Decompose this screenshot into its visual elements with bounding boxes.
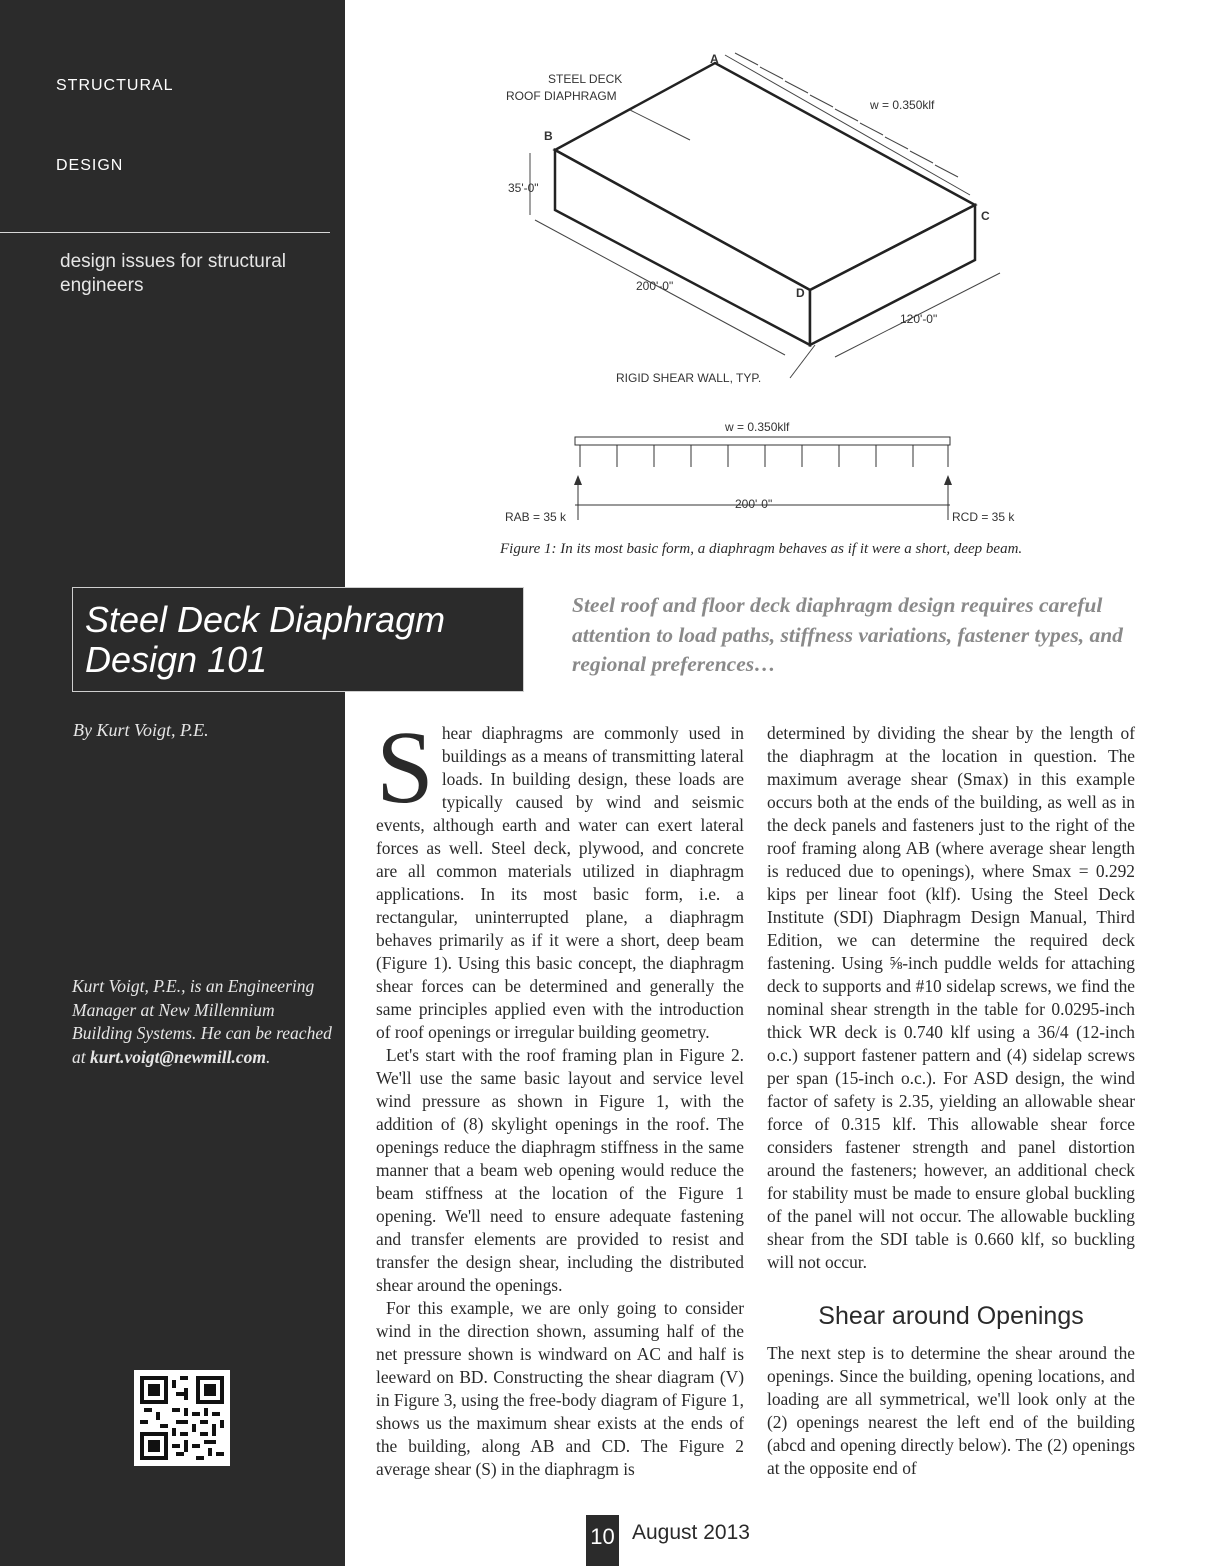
author-bio-period: .	[265, 1046, 271, 1067]
section-divider	[0, 232, 330, 233]
article-title-box	[72, 587, 524, 692]
label-beam-span: 200'-0"	[735, 497, 773, 511]
label-d: D	[796, 286, 805, 300]
label-load: w = 0.350klf	[870, 98, 935, 112]
label-roof-diaphragm: ROOF DIAPHRAGM	[506, 89, 617, 103]
article-title: Steel Deck Diaphragm Design 101	[85, 599, 446, 680]
section-title-line2: DESIGN	[56, 157, 124, 174]
paragraph-3: For this example, we are only going to consider wind in the direction shown, assuming half of the net pressure shown is windward on AC and half is leeward on BD. Constructing the shear diagram (V) in Figure 3, using the free-body diagram of Figure 1, shows us the maximum shear exists at the ends of the building, along AB and CD. The Figure 2 average shear (S) in the diaphragm is	[376, 1298, 744, 1479]
label-b: B	[544, 129, 553, 143]
beam-load-bar	[575, 437, 950, 445]
reaction-arrow-right	[944, 475, 952, 485]
page-number: 10	[586, 1515, 619, 1566]
section-tagline: design issues for structural engineers	[60, 251, 286, 296]
label-reaction-cd: RCD = 35 k	[952, 510, 1015, 524]
label-beam-load: w = 0.350klf	[725, 420, 790, 434]
label-c: C	[981, 209, 990, 223]
body-column-2	[767, 722, 1135, 1480]
section-title	[56, 78, 174, 238]
issue-date: August 2013	[632, 1521, 750, 1544]
section-title-line1: STRUCTURAL	[56, 77, 174, 94]
byline: By Kurt Voigt, P.E.	[73, 720, 209, 740]
drop-cap: S	[376, 710, 434, 825]
paragraph-2: Let's start with the roof framing plan in Figure 2. We'll use the same basic layout and service level wind pressure as shown in Figure 1, with the addition of (8) skylight openings in the roof. The openings reduce the diaphragm stiffness in the same manner that a beam web opening would reduce the beam stiffness at the location of the Figure 1 opening. We'll need to ensure adequate fastening and transfer elements are provided to resist and transfer the design shear, including the distributed shear around the openings.	[376, 1045, 744, 1295]
section-heading: Shear around Openings	[818, 1302, 1084, 1330]
label-reaction-ab: RAB = 35 k	[505, 510, 567, 524]
figure-1	[490, 45, 1090, 535]
label-length: 200'-0"	[636, 279, 674, 293]
label-width: 120'-0"	[900, 312, 938, 326]
paragraph-1: hear diaphragms are commonly used in buildings as a means of transmitting lateral loads. In building design, these loads are typically caused by wind and seismic events, although earth and water can exert lateral forces as well. Steel deck, plywood, and concrete are all common materials utilized in diaphragm applications. In its most basic form, i.e. a rectangular, uninterrupted plane, a diaphragm behaves primarily as if it were a short, deep beam (Figure 1). Using this basic concept, the diaphragm shear forces can be determined and generally the same principles applied even with the introduction of roof openings or irregular building geometry.	[376, 723, 744, 1042]
author-bio	[72, 975, 332, 1069]
label-shear-wall: RIGID SHEAR WALL, TYP.	[616, 371, 762, 385]
label-steel-deck: STEEL DECK	[548, 72, 623, 86]
author-bio-text: Kurt Voigt, P.E., is an Engineering Manager at New Millennium Building Systems. He can be reached at	[72, 976, 332, 1067]
reaction-arrow-left	[574, 475, 582, 485]
author-email[interactable]: kurt.voigt@newmill.com	[90, 1046, 266, 1067]
label-height: 35'-0"	[508, 181, 539, 195]
paragraph-5: The next step is to determine the shear around the openings. Since the building, opening locations, and loading are all symmetrical, we'll look only at the (2) openings nearest the left end of the building (abcd and opening directly below). The (2) openings at the opposite end of	[767, 1343, 1135, 1478]
qr-code	[134, 1370, 230, 1466]
figure-caption: Figure 1: In its most basic form, a diaphragm behaves as if it were a short, deep beam.	[500, 541, 1023, 557]
article-deck: Steel roof and floor deck diaphragm design requires careful attention to load paths, stiffness variations, fastener types, and regional preferences…	[572, 593, 1123, 676]
paragraph-4: determined by dividing the shear by the length of the diaphragm at the location in question. The maximum average shear (Smax) in this example occurs both at the ends of the building, as well as in the deck panels and fasteners just to the right of the roof framing along AB (where average shear length is reduced due to openings), where Smax = 0.292 kips per linear foot (klf). Using the Steel Deck Institute (SDI) Diaphragm Design Manual, Third Edition, we can determine the required deck fastening. Using ⅝-inch puddle welds for attaching deck to supports and #10 sidelap screws, we find the nominal shear strength in the table for 0.0295-inch thick WR deck is 0.740 klf using a 36/4 (12-inch o.c.) support fastener pattern and (4) sidelap screws per span (15-inch o.c.). For ASD design, the wind factor of safety is 2.35, yielding an allowable shear force of 0.315 klf. This allowable shear force considers fastener strength and panel distortion around the fasteners; however, an additional check for stability must be made to ensure global buckling of the panel will not occur. The allowable buckling shear from the SDI table is 0.660 klf, so buckling will not occur.	[767, 723, 1135, 1272]
label-a: A	[710, 52, 719, 66]
body-column-1	[376, 710, 744, 1481]
diaphragm-diagram	[490, 45, 1090, 535]
qr-code-icon	[140, 1376, 224, 1460]
